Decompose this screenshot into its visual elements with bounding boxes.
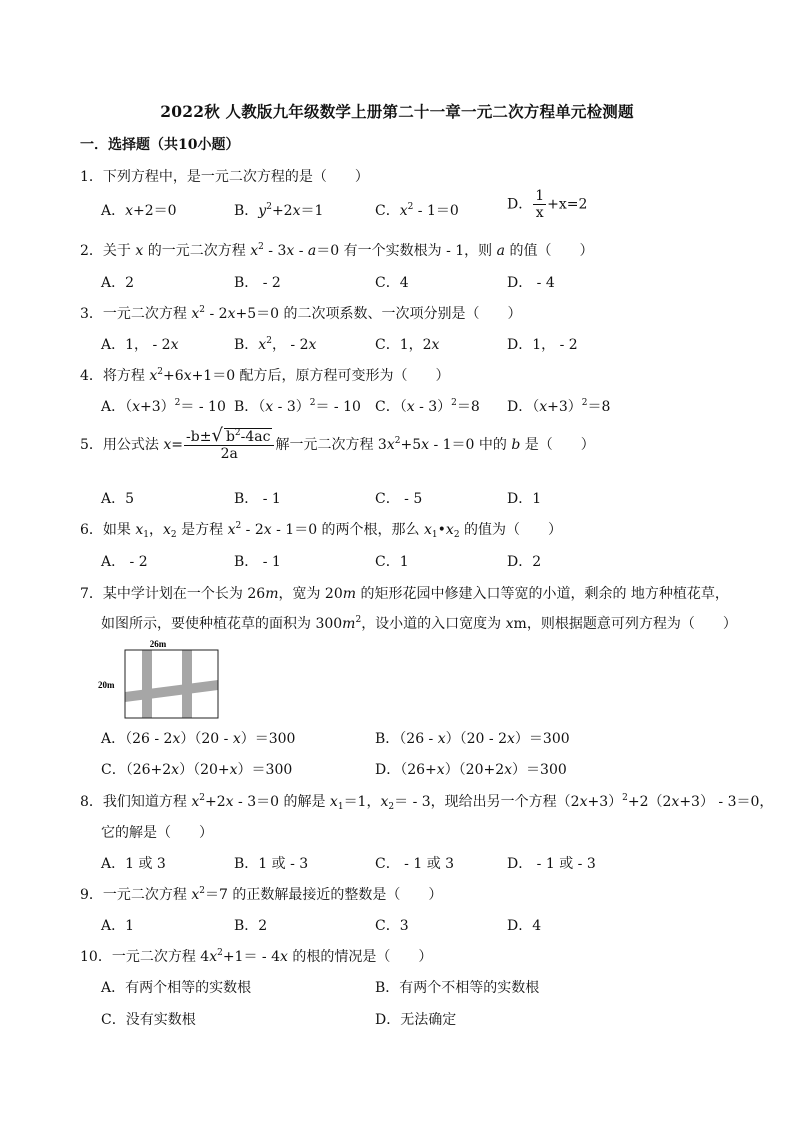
- q1-option-b: B．$y^2+2x=1$: [234, 202, 324, 219]
- q2-option-b: B． - 2: [234, 275, 281, 291]
- q9-option-c: C．3: [375, 918, 409, 934]
- q7-option-b: B．（26 - x）（20 - 2x）＝300: [375, 731, 570, 747]
- question-2: 2．关于 x 的一元二次方程 $x^2 - 3x - a=0$ 有一个实数根为 - 1，则 a 的值（ ）: [80, 242, 594, 259]
- q8-option-b: B．1 或 - 3: [234, 856, 309, 872]
- q10-option-a: A．有两个相等的实数根: [101, 980, 252, 996]
- q3-option-d: D．1， - 2: [507, 337, 578, 353]
- q3-option-a: A．1， - 2x: [101, 337, 179, 353]
- q4-option-d: D．$(x+3)^2=8$: [507, 398, 611, 415]
- q4-option-c: C．（x - 3）$^2$＝8: [375, 398, 480, 415]
- question-7-line-2: 如图所示，要使种植花草的面积为 $300m^2$，设小道的入口宽度为 xm，则根据题意可列方程为（ ）: [101, 615, 737, 632]
- sqrt-icon: √: [211, 425, 223, 446]
- page-title: 2022秋 人教版九年级数学上册第二十一章一元二次方程单元检测题: [160, 102, 634, 121]
- q2-option-a: A．2: [101, 275, 135, 291]
- q6-option-a: A． - 2: [101, 554, 148, 570]
- q6-option-d: D．2: [507, 554, 542, 570]
- q8-option-d: D． - 1 或 - 3: [507, 856, 596, 872]
- section-heading: 一．选择题（共10小题）: [80, 137, 240, 153]
- q6-option-c: C．1: [375, 554, 409, 570]
- q2-option-c: C．4: [375, 275, 409, 291]
- question-stem: 下列方程中，是一元二次方程的是（ ）: [102, 169, 369, 185]
- q1-option-d: D． $\frac{1}{x}$ +x=2: [507, 188, 588, 221]
- question-7-line-1: 7．某中学计划在一个长为 26m，宽为 20m 的矩形花园中修建入口等宽的小道，剩余的 地方种植花草，: [80, 586, 729, 602]
- fraction: $\frac{1}{x}$: [535, 188, 545, 221]
- figure-left-label: 20m: [98, 680, 115, 690]
- q6-option-b: B． - 1: [234, 554, 281, 570]
- q7-option-d: D．（26+x）（20+2x）＝300: [375, 762, 567, 778]
- q9-option-b: B．2: [234, 918, 268, 934]
- question-number: 1．: [80, 169, 103, 185]
- question-8-line-2: 它的解是（ ）: [101, 825, 213, 841]
- q9-option-a: A．1: [101, 918, 135, 934]
- q1-option-c: C．$x^2 - 1=0$: [375, 202, 459, 219]
- question-8-line-1: 8．我们知道方程 $x^2+2x - 3=0$ 的解是 $x_1=1$，$x_2= - 3$，现给出另一个方程$(2x+3)^2+2(2x+3) - 3=0$，: [80, 793, 774, 812]
- q10-option-d: D．无法确定: [375, 1012, 457, 1028]
- quadratic-formula: $\frac{-b\pm√ b^2-4ac}{2a}$: [184, 428, 274, 462]
- q5-option-a: A．5: [101, 491, 135, 507]
- question-4: 4．将方程 $x^2+6x+1=0$ 配方后，原方程可变形为（ ）: [80, 367, 450, 384]
- question-1: [80, 166, 369, 186]
- q8-option-c: C． - 1 或 3: [375, 856, 455, 872]
- question-3: 3．一元二次方程 $x^2 - 2x+5=0$ 的二次项系数、一次项分别是（ ）: [80, 305, 522, 322]
- question-6: 6．如果 $x_1$，$x_2$ 是方程 $x^2 - 2x - 1=0$ 的两个根，那么 $x_1•x_2$ 的值为（ ）: [80, 521, 563, 540]
- q7-option-c: C．（26+2x）（20+x）＝300: [101, 762, 293, 778]
- path-vertical-1: [142, 650, 152, 718]
- q7-option-a: A．（26 - 2x）（20 - x）＝300: [101, 731, 296, 747]
- q5-option-c: C． - 5: [375, 491, 423, 507]
- q3-option-c: C．1，2x: [375, 337, 440, 353]
- q10-option-c: C．没有实数根: [101, 1012, 196, 1028]
- q4-option-b: B．（x - 3）$^2$＝ - 10: [234, 398, 361, 415]
- question-10: 10．一元二次方程 $4x^2+1= - 4x$ 的根的情况是（ ）: [80, 948, 433, 965]
- question-5: 5．用公式法 x= $\frac{-b\pm√ b^2-4ac}{2a}$ 解一元二次方程 $3x^2+5x - 1=0$ 中的 b 是（ ）: [80, 425, 595, 462]
- q5-option-b: B． - 1: [234, 491, 281, 507]
- q3-option-b: B．$x^2$， - 2x: [234, 336, 317, 353]
- q5-option-d: D．1: [507, 491, 542, 507]
- q10-option-b: B．有两个不相等的实数根: [375, 980, 540, 996]
- q8-option-a: A．1 或 3: [101, 856, 166, 872]
- q9-option-d: D．4: [507, 918, 542, 934]
- q1-option-a: A．x+2＝0: [101, 203, 177, 219]
- figure-top-label: 26m: [149, 639, 167, 649]
- question-9: 9．一元二次方程 $x^2=7$ 的正数解最接近的整数是（ ）: [80, 886, 443, 903]
- q2-option-d: D． - 4: [507, 275, 555, 291]
- q4-option-a: A．$(x+3)^2= - 10$: [101, 398, 226, 415]
- garden-figure: [96, 636, 226, 722]
